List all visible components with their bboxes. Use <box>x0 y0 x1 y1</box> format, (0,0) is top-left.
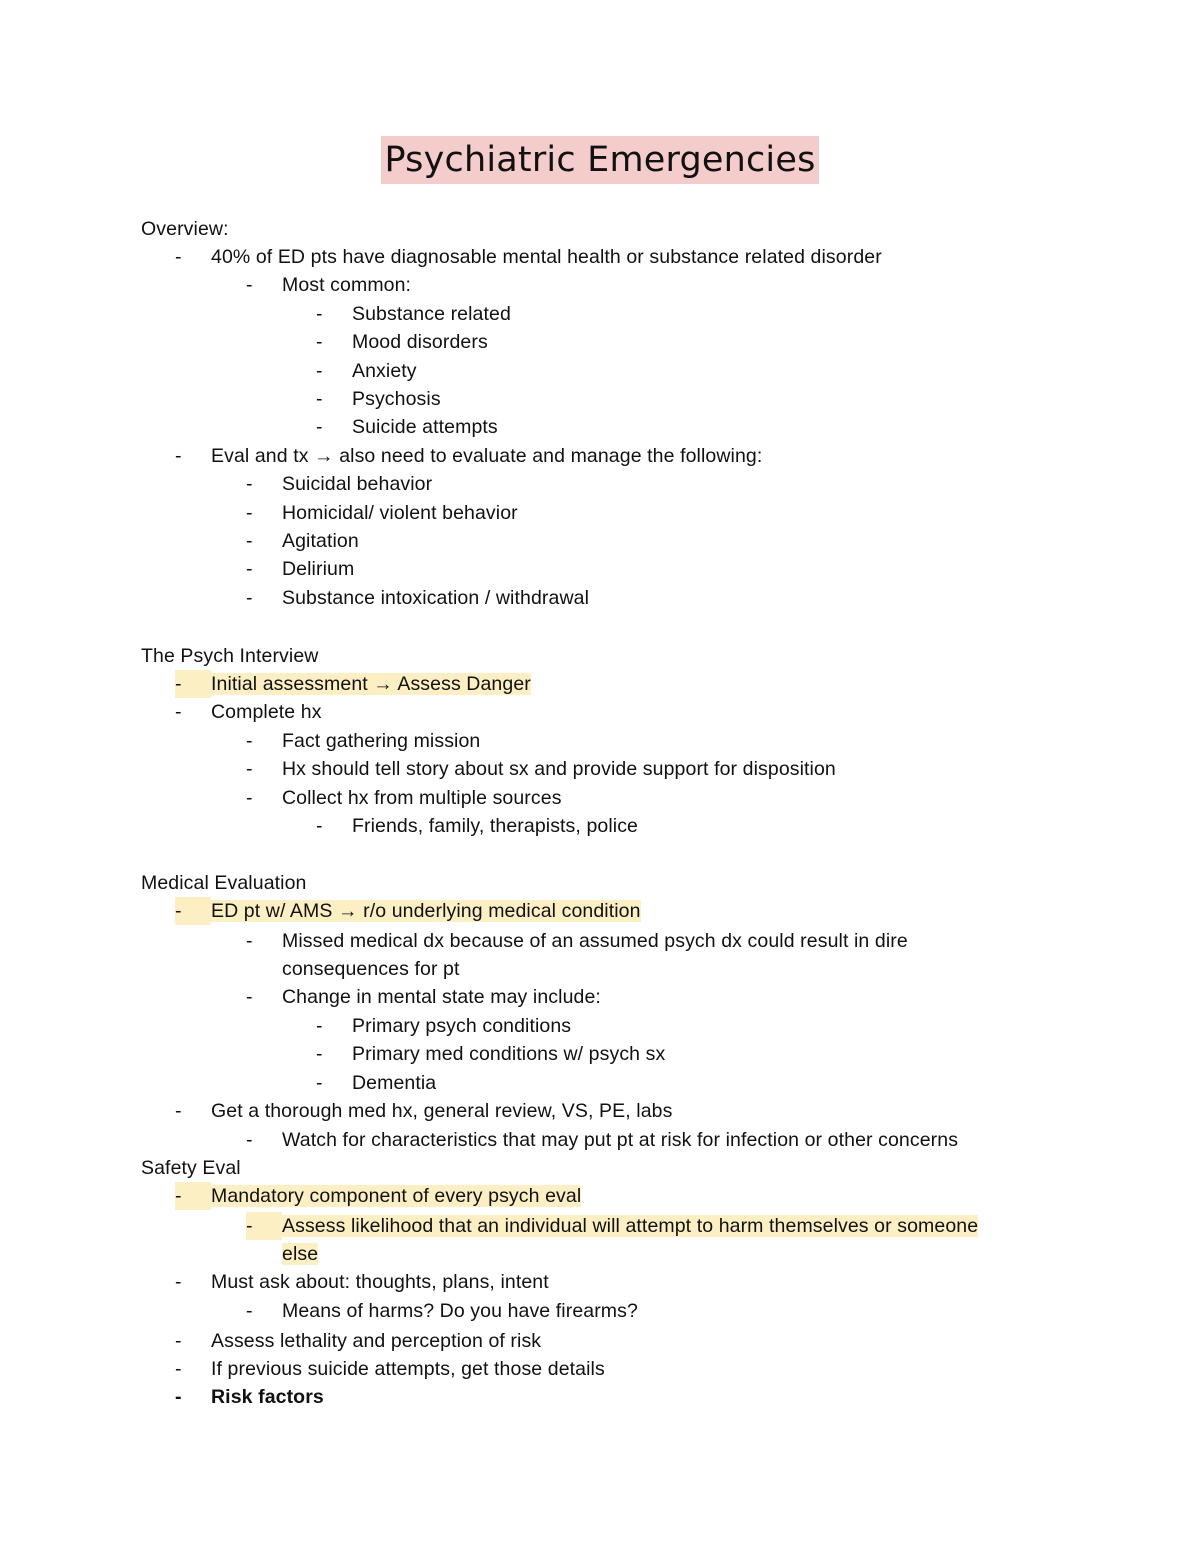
list-item-text: If previous suicide attempts, get those details <box>211 1358 605 1380</box>
list-item-highlighted <box>246 1212 979 1240</box>
page-title: Psychiatric Emergencies <box>381 136 818 184</box>
list-item-text: Mandatory component of every psych eval <box>211 1185 582 1207</box>
list-item-text: Most common: <box>282 274 412 296</box>
bullet-dash: - <box>246 587 253 609</box>
bullet-dash: - <box>246 730 253 752</box>
bullet-dash: - <box>316 360 323 382</box>
list-item <box>175 442 763 470</box>
list-item <box>246 584 589 612</box>
list-item <box>246 1126 959 1154</box>
list-item <box>246 755 836 783</box>
list-item-text: Change in mental state may include: <box>282 986 601 1008</box>
list-item-text: Friends, family, therapists, police <box>352 815 638 837</box>
bullet-dash: - <box>246 558 253 580</box>
list-item-text: Assess lethality and perception of risk <box>211 1330 542 1352</box>
list-item-text: Assess likelihood that an individual will attempt to harm themselves or someone <box>282 1215 979 1237</box>
list-item <box>246 499 518 527</box>
list-item-text: Collect hx from multiple sources <box>282 787 562 809</box>
list-item-text: Means of harms? Do you have firearms? <box>282 1300 638 1322</box>
bullet-dash: - <box>316 815 323 837</box>
list-item-text: Missed medical dx because of an assumed psych dx could result in dire <box>282 930 908 952</box>
list-item <box>316 357 417 385</box>
list-item <box>175 1097 673 1125</box>
bullet-dash: - <box>246 473 253 495</box>
list-item-text: Risk factors <box>211 1386 324 1408</box>
list-item <box>246 983 601 1011</box>
list-item-highlighted <box>175 670 531 698</box>
bullet-dash: - <box>246 502 253 524</box>
bullet-dash: - <box>316 416 323 438</box>
bullet-dash: - <box>316 388 323 410</box>
list-item-text: else <box>282 1243 319 1265</box>
list-item-text: Psychosis <box>352 388 441 410</box>
list-item <box>175 1268 549 1296</box>
list-item <box>246 555 355 583</box>
list-item-text: Eval and tx → also need to evaluate and manage the following: <box>211 445 763 467</box>
list-item <box>316 1069 437 1097</box>
list-item-text: Hx should tell story about sx and provide support for disposition <box>282 758 836 780</box>
list-item-continuation <box>282 1240 318 1268</box>
list-item-text: Watch for characteristics that may put pt at risk for infection or other concerns <box>282 1129 959 1151</box>
bullet-dash: - <box>246 1129 253 1151</box>
list-item <box>246 927 908 955</box>
list-item <box>175 1327 542 1355</box>
list-item-text: Must ask about: thoughts, plans, intent <box>211 1271 549 1293</box>
list-item <box>316 385 441 413</box>
bullet-dash: - <box>246 1300 253 1322</box>
list-item-text: Initial assessment → Assess Danger <box>211 673 531 695</box>
list-item-text: Substance intoxication / withdrawal <box>282 587 589 609</box>
bullet-dash: - <box>246 530 253 552</box>
list-item <box>246 527 359 555</box>
section-heading-medical-evaluation: Medical Evaluation <box>141 872 307 894</box>
bullet-dash: - <box>175 1386 182 1408</box>
list-item-text: Delirium <box>282 558 355 580</box>
list-item-text: ED pt w/ AMS → r/o underlying medical condition <box>211 900 641 922</box>
list-item-text: Homicidal/ violent behavior <box>282 502 518 524</box>
list-item <box>246 1297 638 1325</box>
list-item-text: Primary psych conditions <box>352 1015 572 1037</box>
title-container <box>0 136 1200 184</box>
bullet-dash: - <box>316 1015 323 1037</box>
bullet-dash: - <box>246 787 253 809</box>
list-item <box>316 300 511 328</box>
list-item <box>316 413 498 441</box>
section-heading-overview: Overview: <box>141 218 229 240</box>
list-item <box>175 243 882 271</box>
list-item <box>316 328 488 356</box>
list-item-continuation: consequences for pt <box>282 958 460 980</box>
list-item-text: Suicide attempts <box>352 416 498 438</box>
bullet-dash: - <box>246 986 253 1008</box>
list-item <box>246 470 433 498</box>
list-item <box>246 271 412 299</box>
bullet-dash: - <box>175 1358 182 1380</box>
list-item-text: Agitation <box>282 530 359 552</box>
list-item-text: Mood disorders <box>352 331 488 353</box>
section-heading-psych-interview: The Psych Interview <box>141 645 319 667</box>
list-item-highlighted <box>175 897 641 925</box>
list-item-bold <box>175 1383 324 1411</box>
bullet-dash: - <box>175 1182 211 1210</box>
list-item <box>246 727 481 755</box>
bullet-dash: - <box>246 1212 282 1240</box>
list-item <box>175 698 322 726</box>
bullet-dash: - <box>175 1330 182 1352</box>
bullet-dash: - <box>175 246 182 268</box>
list-item-text: Get a thorough med hx, general review, VS, PE, labs <box>211 1100 673 1122</box>
list-item-text: Primary med conditions w/ psych sx <box>352 1043 666 1065</box>
list-item <box>246 784 562 812</box>
bullet-dash: - <box>175 670 211 698</box>
bullet-dash: - <box>175 1271 182 1293</box>
bullet-dash: - <box>316 1072 323 1094</box>
list-item-text: Anxiety <box>352 360 417 382</box>
bullet-dash: - <box>175 445 182 467</box>
section-heading-safety-eval: Safety Eval <box>141 1157 241 1179</box>
list-item <box>316 1012 572 1040</box>
list-item-text: 40% of ED pts have diagnosable mental health or substance related disorder <box>211 246 882 268</box>
bullet-dash: - <box>175 897 211 925</box>
list-item <box>316 1040 666 1068</box>
list-item-text: Substance related <box>352 303 511 325</box>
bullet-dash: - <box>246 274 253 296</box>
bullet-dash: - <box>175 701 182 723</box>
list-item-highlighted <box>175 1182 582 1210</box>
list-item-text: Fact gathering mission <box>282 730 481 752</box>
bullet-dash: - <box>316 1043 323 1065</box>
list-item <box>316 812 638 840</box>
list-item-text: Suicidal behavior <box>282 473 433 495</box>
list-item-text: Complete hx <box>211 701 322 723</box>
bullet-dash: - <box>246 930 253 952</box>
list-item-text: Dementia <box>352 1072 437 1094</box>
list-item <box>175 1355 605 1383</box>
bullet-dash: - <box>316 331 323 353</box>
bullet-dash: - <box>246 758 253 780</box>
bullet-dash: - <box>316 303 323 325</box>
bullet-dash: - <box>175 1100 182 1122</box>
